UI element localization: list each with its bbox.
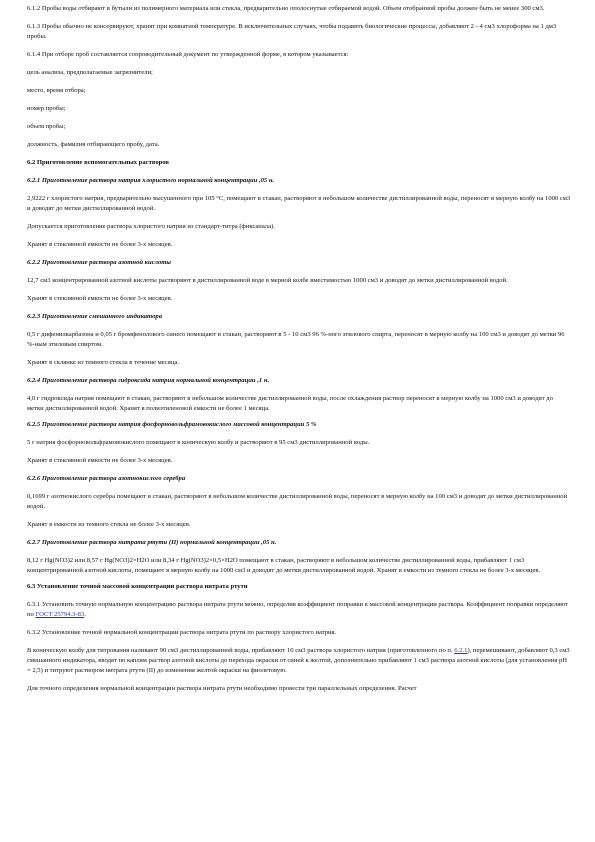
heading-6-2-5: 6.2.5 Приготовление раствора натрия фосфорновольфрамовокислого массовой концентрации 5 %	[27, 421, 317, 428]
heading-6-2-1: 6.2.1 Приготовление раствора натрия хлористого нормальной концентрации ,05 н.	[27, 177, 275, 184]
para-6-3-1-end: .	[84, 611, 86, 618]
heading-6-2: 6.2 Приготовление вспомогательных растворов	[27, 159, 169, 166]
para-6-2-2-b: Хранят в стеклянной емкости не более 3-х месяцев.	[27, 295, 173, 302]
list-item: место, время отбора;	[27, 87, 86, 94]
para-6-2-5-a: 5 г натрия фосфорновольфрамовокислого помещают в коническую колбу и растворяют в 95 см3 дистиллированной воды.	[27, 439, 370, 446]
para-6-3-3	[27, 646, 571, 676]
para-6-2-3-a: 0,5 г дифенилкарбазона и 0,05 г бромфенолового синего помещают в стакан, растворяют в 5 - 10 см3 96 %-ного этилового спирта, переносят в мерную колбу на 100 см3 и доводят до метки 96 %-ным этиловым спиртом.	[27, 331, 565, 348]
para-6-1-2: 6.1.2 Пробы воды отбирают в бутыли из полимерного материала или стекла, предварительно ополоснутые отбираемой водой. Объем отобранной пробы должен быть не менее 300 см3.	[27, 5, 545, 12]
heading-6-2-4: 6.2.4 Приготовление раствора гидроксида натрия нормальной концентрации ,1 н.	[27, 377, 270, 384]
heading-6-2-3: 6.2.3 Приготовление смешанного индикатора	[27, 313, 162, 320]
para-6-3-4: Для точного определения нормальной концентрации раствора нитрата ртути необходимо провести три параллельных определения. Расчет	[27, 685, 417, 692]
para-6-1-3: 6.1.3 Пробы обычно не консервируют, хранят при комнатной температуре. В исключительных случаях, чтобы подавить биологические процессы, добавляют 2 - 4 см3 хлороформа на 1 дм3 пробы.	[27, 23, 557, 40]
para-6-2-5-b: Хранят в стеклянной емкости не более 3-х месяцев.	[27, 457, 173, 464]
para-6-2-6-b: Хранят в емкости из темного стекла не более 3-х месяцев.	[27, 521, 191, 528]
list-item: объем пробы;	[27, 123, 66, 130]
para-6-3-2: 6.3.2 Установление точной нормальной концентрации раствора нитрата ртути по раствору хлористого натрия.	[27, 629, 337, 636]
heading-6-3: 6.3 Установление точной массовой концентрации раствора нитрата ртути	[27, 583, 248, 590]
list-item: должность, фамилия отбирающего пробу, дата.	[27, 141, 160, 148]
para-6-2-1-c: Хранят в стеклянной емкости не более 3-х месяцев.	[27, 241, 173, 248]
ref-6-2-1-link[interactable]: 6.2.1	[454, 647, 468, 654]
sampling-fields-list	[27, 68, 571, 150]
para-6-3-3-end: ), перемешивают, добавляют 0,3 см3 смешанного индикатора, вводят по каплям раствор азотной кислоты до перехода окраски от синей к желтой, дополнительно прибавляют 1 см3 раствора азотной кислоты (для установления pH = 2,5) и титруют раствором нитрата ртути (II) до изменения желтой окраски на фиолетовую.	[27, 647, 570, 674]
para-6-2-3-b: Хранят в склянке из темного стекла в течение месяца.	[27, 359, 179, 366]
list-item: номер пробы;	[27, 105, 66, 112]
gost-link[interactable]: ГОСТ 25794.3-83	[35, 611, 85, 618]
para-6-2-7-a: 8,12 г Hg(NO3)2 или 8,57 г Hg(NO3)2×H2O или 8,34 г Hg(NO3)2×0,5×H2O помещают в стакан, растворяют в небольшом количестве дистиллированной воды, прибавляют 1 см3 концентрированной азотной кислоты, помещают в мерную колбу на 1000 см3 и доводят до метки дистиллированной водой. Хранят в емкости из темного стекла не более 3-х месяцев.	[27, 557, 541, 574]
para-6-2-1-b: Допускается приготовление раствора хлористого натрия из стандарт-титра (фиксанала).	[27, 223, 275, 230]
para-6-2-2-a: 12,7 см3 концентрированной азотной кислоты растворяют в дистиллированной воде в мерной колбе вместимостью 1000 см3 и доводят до метки дистиллированной водой.	[27, 277, 508, 284]
para-6-1-4: 6.1.4 При отборе проб составляется сопроводительный документ по утвержденной форме, в котором указывается:	[27, 51, 349, 58]
para-6-2-4-a: 4,0 г гидроксида натрия помещают в стакан, растворяют в небольшом количестве дистиллированной воды, после охлаждения раствор переносят в мерную колбу на 1000 см3 и доводят до метки дистиллированной водой. Хранят в полиэтиленовой емкости не более 1 месяца.	[27, 395, 553, 412]
para-6-3-3-text: В коническую колбу для титрования наливают 90 см3 дистиллированной воды, прибавляют 10 см3 раствора хлористого натрия (приготовленного по п.	[27, 647, 455, 654]
para-6-2-1-a: 2,9222 г хлористого натрия, предварительно высушенного при 105 °С, помещают в стакан, растворяют в небольшом количестве дистиллированной воды, переносят в мерную колбу на 1000 см3 и доводят до метки дистиллированной водой.	[27, 195, 571, 212]
heading-6-2-2: 6.2.2 Приготовление раствора азотной кислоты	[27, 259, 172, 266]
heading-6-2-6: 6.2.6 Приготовление раствора азотнокислого серебра	[27, 475, 186, 482]
para-6-3-1	[27, 600, 571, 620]
para-6-2-6-a: 0,1699 г азотнокислого серебра помещают в стакан, растворяют в небольшом количестве дистиллированной воды, переносят в мерную колбу на 100 см3 и доводят до метки дистиллированной водой.	[27, 493, 568, 510]
list-item: цель анализа, предполагаемые загрязнители;	[27, 69, 153, 76]
heading-6-2-7: 6.2.7 Приготовление раствора нитрата ртути (II) нормальной концентрации ,05 н.	[27, 539, 277, 546]
para-6-3-1-text: 6.3.1 Установить точную нормальную концентрацию раствора нитрата ртути можно, определив коэффициент поправки к массовой концентрации раствора. Коэффициент поправки определяют по	[27, 601, 569, 618]
